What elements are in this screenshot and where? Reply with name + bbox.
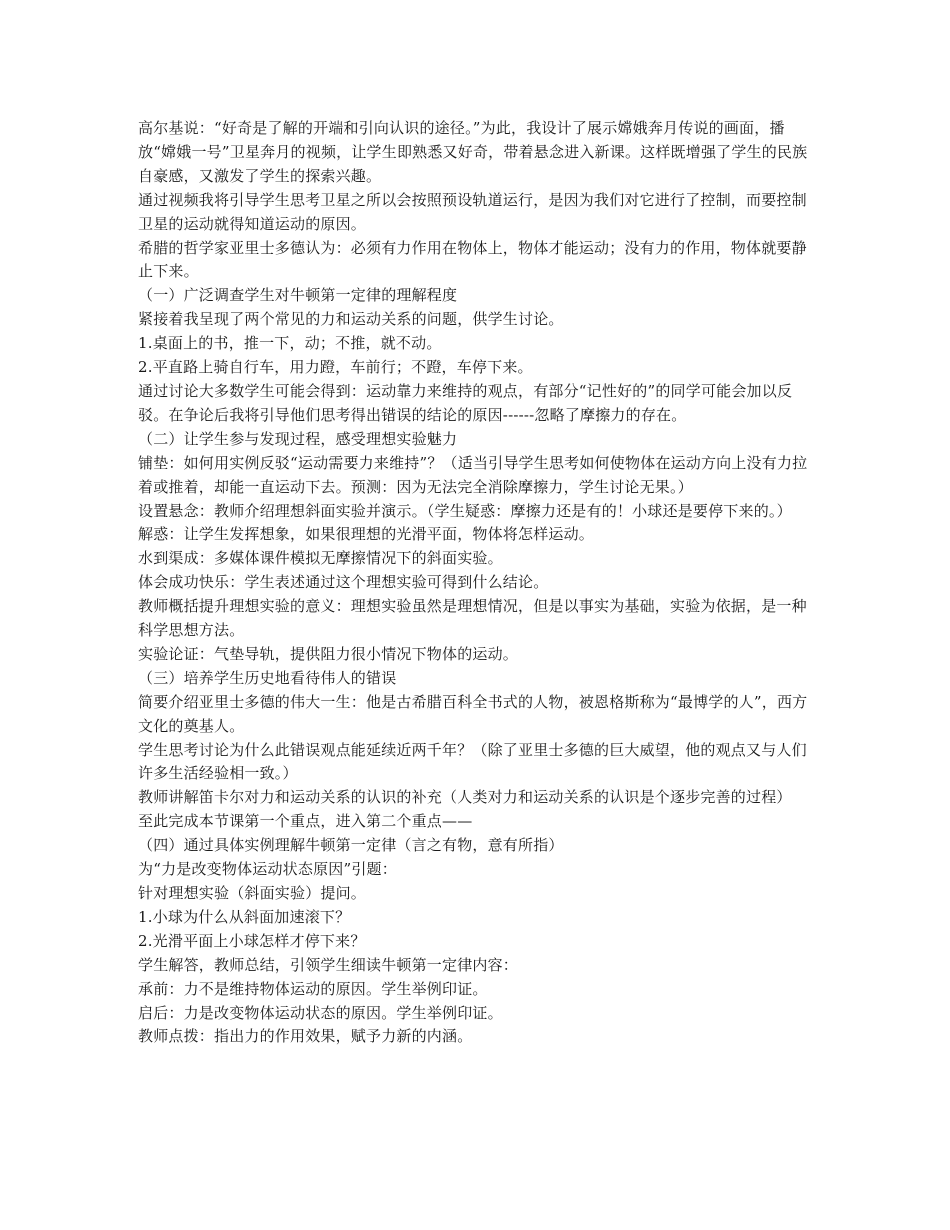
paragraph-following: 启后：力是改变物体运动状态的原因。学生举例印证。 [138, 1003, 503, 1022]
list-item-question-1: 1.小球为什么从斜面加速滚下？ [138, 907, 351, 926]
list-item-1: 1.桌面上的书，推一下，动；不推，就不动。 [138, 334, 442, 353]
paragraph-air-track: 实验论证：气垫导轨，提供阻力很小情况下物体的运动。 [138, 644, 519, 663]
list-item-question-2: 2.光滑平面上小球怎样才停下来？ [138, 931, 366, 950]
paragraph-descartes: 教师讲解笛卡尔对力和运动关系的认识的补充（人类对力和运动关系的认识是个逐步完善的过程） [138, 788, 792, 807]
paragraph-success: 体会成功快乐：学生表述通过这个理想实验可得到什么结论。 [138, 573, 549, 592]
document-body [138, 117, 818, 1049]
paragraph-simulation: 水到渠成：多媒体课件模拟无摩擦情况下的斜面实验。 [138, 549, 503, 568]
paragraph-discussion-result: 通过讨论大多数学生可能会得到：运动靠力来维持的观点，有部分“记性好的”的同学可能会加以反驳。在争论后我将引导他们思考得出错误的结论的原因------忽略了摩擦力的存在。 [138, 381, 793, 424]
paragraph-resolve: 解惑：让学生发挥想象，如果很理想的光滑平面，物体将怎样运动。 [138, 525, 595, 544]
paragraph-video-guidance: 通过视频我将引导学生思考卫星之所以会按照预设轨道运行，是因为我们对它进行了控制，而要控制卫星的运动就得知道运动的原因。 [138, 190, 807, 233]
paragraph-questions-intro: 针对理想实验（斜面实验）提问。 [138, 884, 367, 902]
paragraph-groundwork: 铺垫：如何用实例反驳“运动需要力来维持”？（适当引导学生思考如何使物体在运动方向上没有力拉着或推着，却能一直运动下去。预测：因为无法完全消除摩擦力，学生讨论无果。） [138, 453, 808, 496]
paragraph-teacher-guidance: 教师点拨：指出力的作用效果，赋予力新的内涵。 [138, 1027, 473, 1046]
paragraph-two-questions: 紧接着我呈现了两个常见的力和运动关系的问题，供学生讨论。 [138, 310, 564, 329]
paragraph-lead-in: 为“力是改变物体运动状态原因”引题： [138, 860, 397, 879]
section-heading-4: （四）通过具体实例理解牛顿第一定律（言之有物，意有所指） [138, 836, 564, 855]
paragraph-suspense: 设置悬念：教师介绍理想斜面实验并演示。（学生疑惑：摩擦力还是有的！小球还是要停下来的。） [138, 501, 792, 520]
section-heading-3: （三）培养学生历史地看待伟人的错误 [138, 668, 397, 687]
paragraph-aristotle-life: 简要介绍亚里士多德的伟大一生：他是古希腊百科全书式的人物，被恩格斯称为“最博学的人”，西方文化的奠基人。 [138, 692, 808, 735]
paragraph-intro-gorky: 高尔基说：“好奇是了解的开端和引向认识的途径。”为此，我设计了展示嫦娥奔月传说的画面，播放“嫦娥一号”卫星奔月的视频，让学生即熟悉又好奇，带着悬念进入新课。这样既增强了学生的民族自豪感，又激发了学生的探索兴趣。 [138, 119, 808, 185]
section-heading-1: （一）广泛调查学生对牛顿第一定律的理解程度 [138, 286, 458, 305]
section-heading-2: （二）让学生参与发现过程，感受理想实验魅力 [138, 429, 458, 448]
paragraph-preceding: 承前：力不是维持物体运动的原因。学生举例印证。 [138, 979, 488, 998]
paragraph-ideal-experiment-meaning: 教师概括提升理想实验的意义：理想实验虽然是理想情况，但是以事实为基础，实验为依据，是一种科学思想方法。 [138, 597, 807, 640]
paragraph-summary: 学生解答，教师总结，引领学生细读牛顿第一定律内容： [138, 955, 519, 974]
paragraph-transition: 至此完成本节课第一个重点，进入第二个重点—— [138, 812, 473, 831]
paragraph-aristotle-view: 希腊的哲学家亚里士多德认为：必须有力作用在物体上，物体才能运动；没有力的作用，物体就要静止下来。 [138, 238, 807, 281]
list-item-2: 2.平直路上骑自行车，用力蹬，车前行；不蹬，车停下来。 [138, 358, 533, 377]
paragraph-two-thousand-years: 学生思考讨论为什么此错误观点能延续近两千年？（除了亚里士多德的巨大威望，他的观点又与人们许多生活经验相一致。） [138, 740, 807, 783]
